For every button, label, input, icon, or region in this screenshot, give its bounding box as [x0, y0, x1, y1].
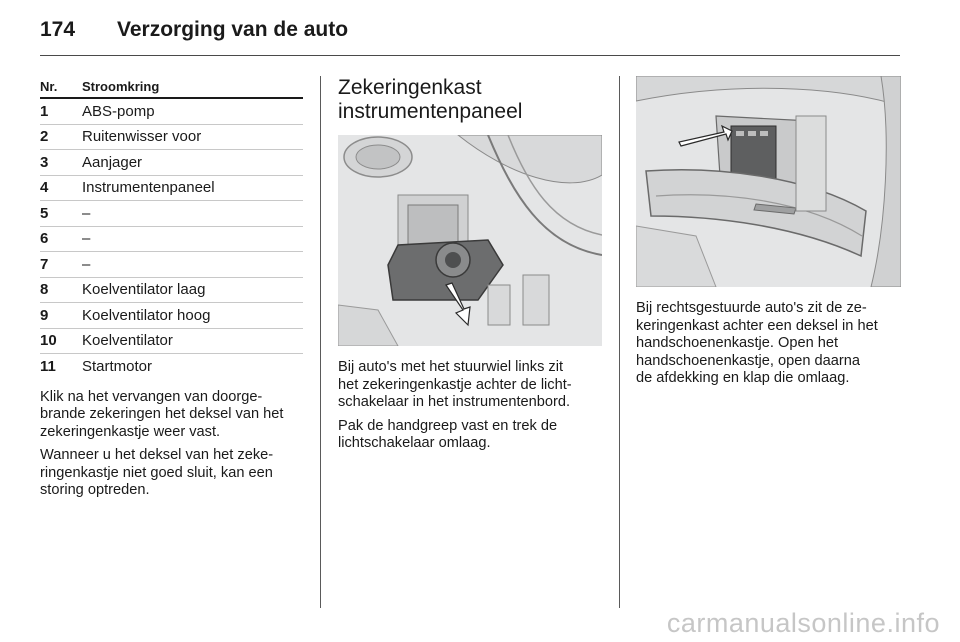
table-header-row [40, 76, 303, 98]
fuse-circuit: Instrumentenpaneel [82, 175, 303, 201]
figure-glovebox [636, 76, 901, 287]
fuse-number: 11 [40, 357, 56, 375]
page-number: 174 [40, 18, 76, 41]
column-divider-1 [320, 76, 321, 608]
table-row [40, 354, 303, 379]
fuse-circuit: Koelventilator [82, 328, 303, 354]
paragraph-pull-switch: Pak de handgreep vast en trek de lichtschakelaar omlaag. [338, 417, 558, 452]
section-heading: Zekeringenkast instrumentenpaneel [338, 76, 523, 123]
fuse-circuit: – [82, 201, 303, 227]
fuse-number: 3 [40, 150, 82, 176]
fuse-number: 6 [40, 226, 82, 252]
paragraph-cover-warning: Wanneer u het deksel van het zeke- ringenkastje niet goed sluit, kan een storing optreden. [40, 447, 274, 499]
watermark: carmanualsonline.info [666, 608, 940, 638]
fuse-number: 4 [40, 175, 82, 201]
column-dashboard-fusebox [338, 76, 602, 459]
fuse-number: 7 [40, 252, 82, 278]
fuse-circuit: Ruitenwisser voor [82, 124, 303, 150]
paragraph-rhd-location: Bij rechtsgestuurde auto's zit de ze- keringenkast achter een deksel in het handschoenenkastje. Open het handschoenenkastje, open daarna de afdekking en klap die omlaag. [636, 300, 878, 387]
light-switch-illustration [338, 135, 602, 346]
table-row [40, 226, 303, 252]
paragraph-location: Bij auto's met het stuurwiel links zit het zekeringenkastje achter de licht- schakelaar in het instrumentenbord. [338, 359, 572, 411]
table-row [40, 252, 303, 278]
page-header [40, 14, 900, 56]
column-header-circuit: Stroomkring [82, 76, 303, 98]
fuse-number: 5 [40, 201, 82, 227]
figure-light-switch [338, 135, 602, 346]
fuse-number: 8 [40, 277, 82, 303]
table-row [40, 124, 303, 150]
column-glovebox-fusebox [636, 76, 901, 394]
fuse-circuit: Koelventilator hoog [82, 303, 303, 329]
fuse-circuit: ABS-pomp [82, 98, 303, 124]
fuse-circuit: Koelventilator laag [82, 277, 303, 303]
column-fuse-table [40, 76, 303, 506]
fuse-table-body [40, 98, 303, 379]
fuse-number: 1 [40, 98, 82, 124]
fuse-circuit: Aanjager [82, 150, 303, 176]
glovebox-illustration [636, 76, 901, 287]
table-row [40, 328, 303, 354]
fuse-number: 2 [40, 124, 82, 150]
fuse-circuit: – [82, 226, 303, 252]
table-row [40, 98, 303, 124]
table-row [40, 150, 303, 176]
table-row [40, 277, 303, 303]
table-row [40, 303, 303, 329]
page-title: Verzorging van de auto [117, 18, 349, 41]
column-header-nr: Nr. [40, 76, 82, 98]
column-divider-2 [619, 76, 620, 608]
table-row [40, 201, 303, 227]
fuse-number: 9 [40, 303, 82, 329]
fuse-table [40, 76, 303, 379]
fuse-circuit: – [82, 252, 303, 278]
paragraph-replace-fuses: Klik na het vervangen van doorge- brande zekeringen het deksel van het zekeringenkastje weer vast. [40, 388, 284, 440]
fuse-number: 10 [40, 328, 82, 354]
fuse-circuit: Startmotor [82, 357, 153, 375]
table-row [40, 175, 303, 201]
